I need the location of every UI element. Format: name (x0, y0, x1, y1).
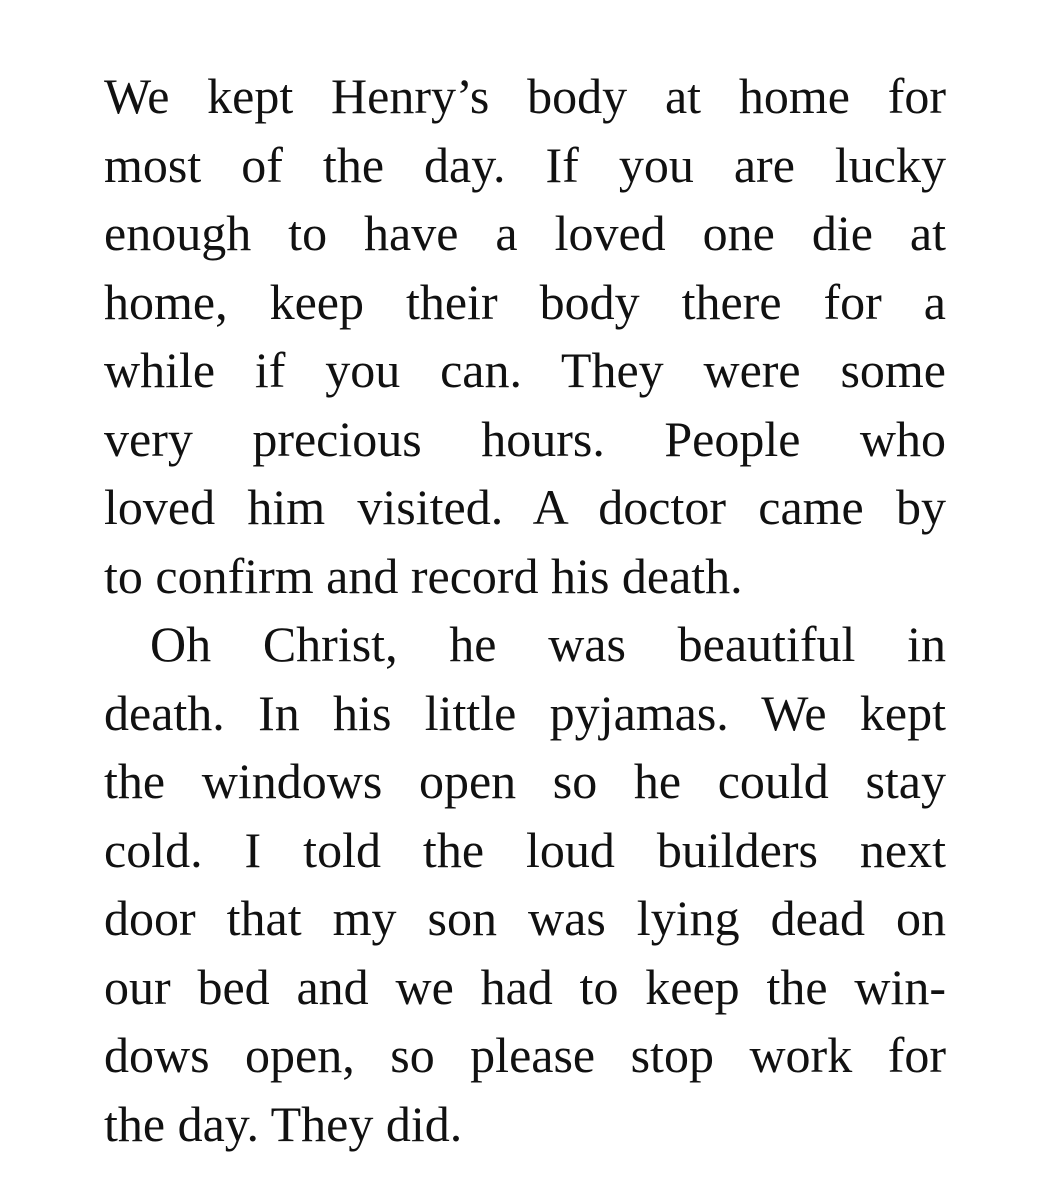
paragraph-1 (104, 62, 946, 610)
book-page-text (104, 62, 946, 1158)
text-line: Oh Christ, he was beautiful in (150, 616, 946, 672)
text-line: the day. They did. (104, 1095, 463, 1152)
text-line: dows open, so please stop work for (104, 1027, 946, 1083)
paragraph-2 (104, 610, 946, 1158)
text-line: door that my son was lying dead on (104, 890, 946, 946)
text-line: to confirm and record his death. (104, 547, 743, 604)
text-line: our bed and we had to keep the win- (104, 958, 946, 1015)
text-line: We kept Henry’s body at home for (104, 68, 946, 124)
text-line: home, keep their body there for a (104, 273, 946, 330)
text-line: most of the day. If you are lucky (104, 136, 946, 193)
text-line: while if you can. They were some (104, 342, 946, 398)
text-line: death. In his little pyjamas. We kept (104, 684, 946, 741)
text-line: loved him visited. A doctor came by (104, 479, 946, 535)
text-line: the windows open so he could stay (104, 753, 946, 809)
text-line: very precious hours. People who (104, 410, 946, 467)
text-line: cold. I told the loud builders next (104, 821, 946, 878)
text-line: enough to have a loved one die at (104, 205, 946, 261)
